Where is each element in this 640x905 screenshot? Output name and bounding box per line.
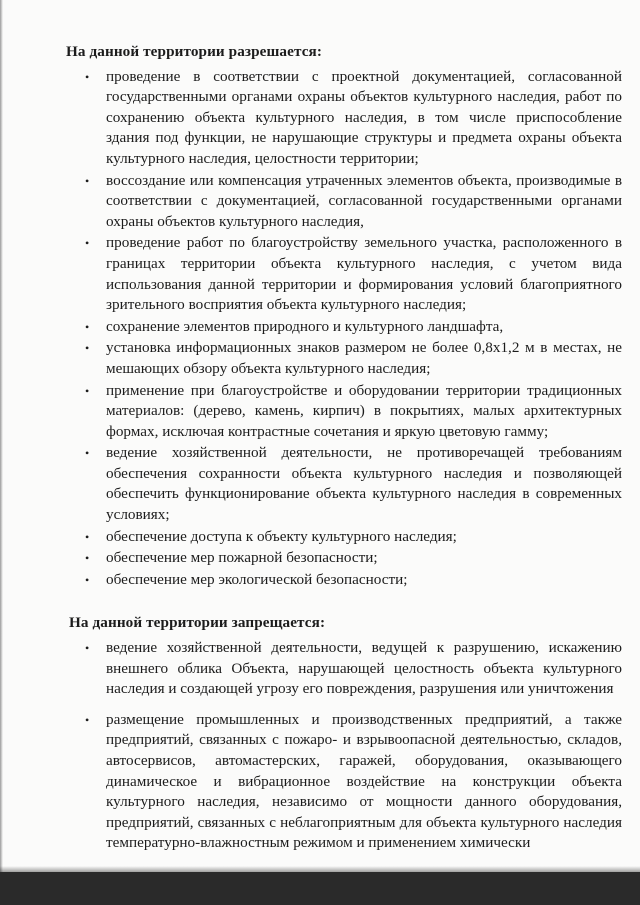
list-item	[66, 67, 622, 170]
list-item-text: ведение хозяйственной деятельности, не противоречащей требованиям обеспечения сохранности объекта культурного наследия и позволяющей обеспечить функционирование объекта культурного наследия в современных условиях;	[106, 444, 622, 524]
list-prohibited	[66, 638, 622, 854]
bullet-icon: •	[85, 341, 90, 356]
bullet-icon: •	[85, 236, 90, 251]
bullet-icon: •	[85, 173, 90, 188]
list-item	[66, 381, 622, 443]
bullet-icon: •	[85, 69, 90, 84]
scan-left-shadow	[0, 0, 3, 905]
bullet-icon: •	[85, 572, 90, 587]
bullet-icon: •	[85, 551, 90, 566]
bullet-icon: •	[85, 383, 90, 398]
list-item	[66, 338, 622, 379]
heading-prohibited: На данной территории запрещается:	[69, 614, 326, 632]
list-item	[66, 443, 622, 525]
bullet-icon: •	[85, 319, 90, 334]
list-item-text: применение при благоустройстве и оборудовании территории традиционных материалов: (дерево, камень, кирпич) в покрытиях, малых архитектурных формах, исключая контрастные сочетания и яркую цветовую гамму;	[106, 381, 622, 440]
list-item	[66, 570, 622, 591]
list-item	[66, 233, 622, 315]
list-item-text: обеспечение мер экологической безопасности;	[106, 570, 408, 588]
list-item	[66, 527, 622, 548]
list-item-text: обеспечение доступа к объекту культурного наследия;	[106, 527, 457, 545]
bullet-icon: •	[85, 641, 90, 656]
list-item-text: воссоздание или компенсация утраченных элементов объекта, производимые в соответствии с документацией, согласованной государственными органами охраны объектов культурного наследия,	[106, 171, 622, 230]
list-item-text: размещение промышленных и производственных предприятий, а также предприятий, связанных с пожаро- и взрывоопасной деятельностью, складов, автосервисов, автомастерских, гаражей, оборудования, оказывающего динамическое и вибрационное воздействие на конструкции объекта культурного наследия, независимо от мощности данного оборудования, предприятий, связанных с неблагоприятным для объекта культурного наследия температурно-влажностным режимом и применением химически	[106, 710, 622, 852]
bullet-icon: •	[85, 446, 90, 461]
list-allowed	[66, 67, 622, 591]
list-item	[66, 710, 622, 854]
list-item	[66, 317, 622, 338]
scan-bottom-band	[0, 872, 640, 905]
list-item	[66, 171, 622, 233]
list-item	[66, 548, 622, 569]
list-item-text: обеспечение мер пожарной безопасности;	[106, 549, 378, 567]
list-item	[66, 638, 622, 700]
document-body	[66, 42, 622, 864]
list-item-text: установка информационных знаков размером не более 0,8х1,2 м в местах, не мешающих обзору объекта культурного наследия;	[106, 339, 622, 377]
bullet-icon: •	[85, 529, 90, 544]
list-item-text: сохранение элементов природного и культурного ландшафта,	[106, 317, 504, 335]
list-item-text: ведение хозяйственной деятельности, ведущей к разрушению, искажению внешнего облика Объекта, нарушающей целостность объекта культурного наследия и создающей угрозу его повреждения, разрушения или уничтожения	[106, 639, 622, 698]
list-item-text: проведение работ по благоустройству земельного участка, расположенного в границах территории объекта культурного наследия, с учетом вида использования данной территории и формирования условий благоприятного зрительного восприятия объекта культурного наследия;	[106, 234, 622, 314]
heading-allowed: На данной территории разрешается:	[66, 43, 323, 60]
bullet-icon: •	[85, 712, 90, 727]
list-item-text: проведение в соответствии с проектной документацией, согласованной государственными органами охраны объектов культурного наследия, работ по сохранению объекта культурного наследия, в том числе приспособление здания под функции, не нарушающие структуры и предмета охраны объекта культурного наследия, целостности территории;	[106, 67, 622, 167]
